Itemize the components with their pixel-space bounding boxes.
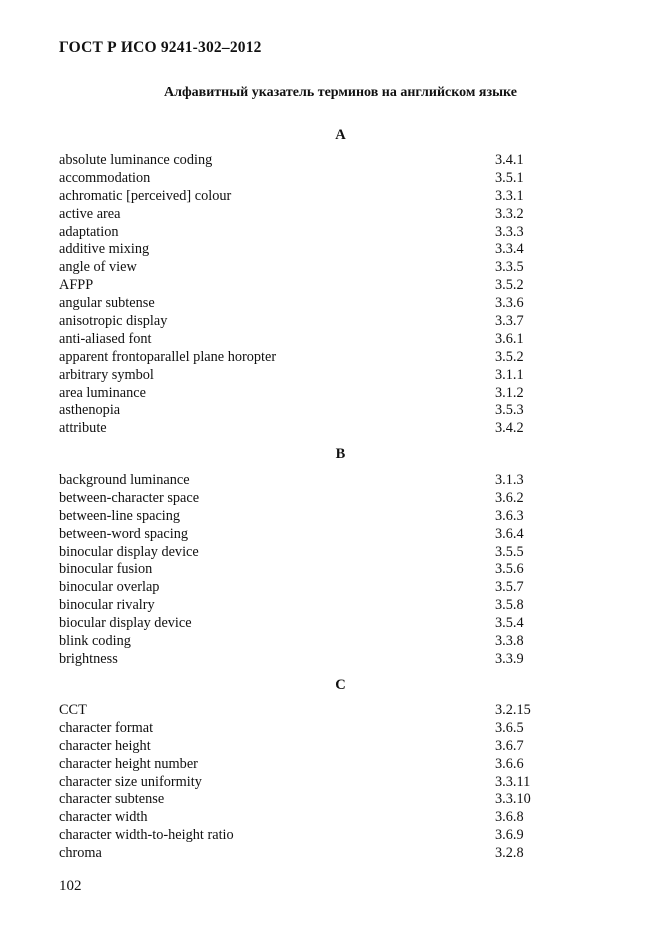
entry-term: absolute luminance coding — [59, 152, 213, 168]
index-entry — [59, 277, 579, 295]
index-entry — [59, 738, 579, 756]
entry-term: binocular fusion — [59, 561, 153, 578]
index-entry — [59, 170, 579, 188]
index-entry — [59, 633, 579, 651]
entry-term: brightness — [59, 650, 118, 667]
document-header: ГОСТ Р ИСО 9241-302–2012 — [59, 39, 262, 56]
entry-term: character subtense — [59, 791, 165, 808]
index-entry — [59, 313, 579, 331]
entry-reference: 3.5.8 — [495, 597, 524, 614]
entry-term: character height number — [59, 755, 198, 772]
index-entry — [59, 526, 579, 544]
entry-term: binocular display device — [59, 543, 199, 560]
entry-term: between-line spacing — [59, 507, 181, 524]
index-entry — [59, 845, 579, 863]
entry-reference: 3.6.2 — [495, 489, 524, 506]
entry-reference: 3.1.2 — [495, 384, 524, 401]
index-entry — [59, 809, 579, 827]
entry-term: character width — [59, 809, 148, 826]
entry-reference: 3.5.4 — [495, 615, 524, 632]
entry-term: biocular display device — [59, 615, 192, 632]
entry-term: accommodation — [59, 169, 151, 186]
entry-term: character format — [59, 719, 154, 736]
entry-term: AFPP — [59, 277, 94, 294]
index-entry — [59, 827, 579, 845]
entry-term: angular subtense — [59, 295, 155, 312]
entry-term: chroma — [59, 845, 102, 862]
entry-reference: 3.6.8 — [495, 809, 524, 826]
entry-reference: 3.3.8 — [495, 633, 524, 650]
index-entry — [59, 295, 579, 313]
entry-reference: 3.6.7 — [495, 737, 524, 754]
entry-reference: 3.5.6 — [495, 561, 524, 578]
index-entry — [59, 756, 579, 774]
index-entry — [59, 224, 579, 242]
entry-term: background luminance — [59, 472, 190, 488]
entry-term: character width-to-height ratio — [59, 827, 234, 844]
entry-reference: 3.6.5 — [495, 719, 524, 736]
entry-term: binocular rivalry — [59, 597, 155, 614]
entry-reference: 3.5.1 — [495, 169, 524, 186]
index-entry — [59, 402, 579, 420]
index-entry — [59, 331, 579, 349]
index-entry — [59, 651, 579, 669]
entry-reference: 3.1.1 — [495, 366, 524, 383]
index-entry — [59, 579, 579, 597]
entry-reference: 3.6.9 — [495, 827, 524, 844]
entry-term: blink coding — [59, 633, 131, 650]
entry-reference: 3.5.5 — [495, 543, 524, 560]
entry-term: asthenopia — [59, 402, 121, 419]
entry-reference: 3.1.3 — [495, 472, 524, 488]
entry-reference: 3.3.10 — [495, 791, 531, 808]
index-entry — [59, 367, 579, 385]
entry-reference: 3.2.15 — [495, 702, 531, 718]
entry-reference: 3.6.6 — [495, 755, 524, 772]
entry-reference: 3.4.1 — [495, 152, 524, 168]
entry-reference: 3.6.4 — [495, 525, 524, 542]
entry-term: active area — [59, 205, 121, 222]
entry-reference: 3.3.5 — [495, 259, 524, 276]
entry-reference: 3.6.1 — [495, 330, 524, 347]
entry-term: character height — [59, 737, 151, 754]
entry-term: achromatic [perceived] colour — [59, 187, 232, 204]
entry-reference: 3.5.2 — [495, 348, 524, 365]
index-entry — [59, 774, 579, 792]
section-letter-b: B — [335, 446, 346, 462]
index-entry — [59, 349, 579, 367]
entry-term: arbitrary symbol — [59, 366, 154, 383]
index-entry — [59, 720, 579, 738]
section-letter-a: A — [335, 127, 346, 143]
entry-reference: 3.4.2 — [495, 420, 524, 437]
entry-term: anisotropic display — [59, 313, 168, 330]
entry-reference: 3.2.8 — [495, 845, 524, 862]
index-entry — [59, 791, 579, 809]
entry-term: between-word spacing — [59, 525, 189, 542]
entry-term: binocular overlap — [59, 579, 160, 596]
section-b-entries — [59, 472, 579, 669]
index-entry — [59, 241, 579, 259]
page-number: 102 — [59, 878, 82, 894]
entry-reference: 3.3.11 — [495, 773, 531, 790]
index-entry — [59, 561, 579, 579]
index-entry — [59, 597, 579, 615]
index-entry — [59, 508, 579, 526]
entry-reference: 3.3.6 — [495, 295, 524, 312]
section-a-entries — [59, 152, 579, 438]
section-letter-c: C — [335, 677, 346, 693]
entry-term: area luminance — [59, 384, 146, 401]
index-entry — [59, 472, 579, 490]
index-entry — [59, 615, 579, 633]
entry-reference: 3.6.3 — [495, 507, 524, 524]
entry-reference: 3.3.1 — [495, 187, 524, 204]
index-entry — [59, 490, 579, 508]
index-entry — [59, 385, 579, 403]
entry-term: anti-aliased font — [59, 330, 152, 347]
index-entry — [59, 206, 579, 224]
entry-reference: 3.5.7 — [495, 579, 524, 596]
entry-reference: 3.3.3 — [495, 223, 524, 240]
entry-reference: 3.3.4 — [495, 241, 524, 258]
index-entry — [59, 259, 579, 277]
index-entry — [59, 544, 579, 562]
entry-term: additive mixing — [59, 241, 150, 258]
entry-term: CCT — [59, 702, 87, 718]
index-entry — [59, 702, 579, 720]
entry-term: angle of view — [59, 259, 137, 276]
entry-term: between-character space — [59, 489, 200, 506]
entry-term: apparent frontoparallel plane horopter — [59, 348, 277, 365]
index-entry — [59, 152, 579, 170]
entry-reference: 3.3.2 — [495, 205, 524, 222]
entry-term: adaptation — [59, 223, 119, 240]
entry-reference: 3.3.7 — [495, 313, 524, 330]
index-entry — [59, 420, 579, 438]
entry-reference: 3.5.3 — [495, 402, 524, 419]
section-c-entries — [59, 702, 579, 863]
entry-term: attribute — [59, 420, 107, 437]
entry-reference: 3.3.9 — [495, 650, 524, 667]
entry-term: character size uniformity — [59, 773, 202, 790]
index-entry — [59, 188, 579, 206]
entry-reference: 3.5.2 — [495, 277, 524, 294]
index-title: Алфавитный указатель терминов на английском языке — [164, 85, 517, 100]
